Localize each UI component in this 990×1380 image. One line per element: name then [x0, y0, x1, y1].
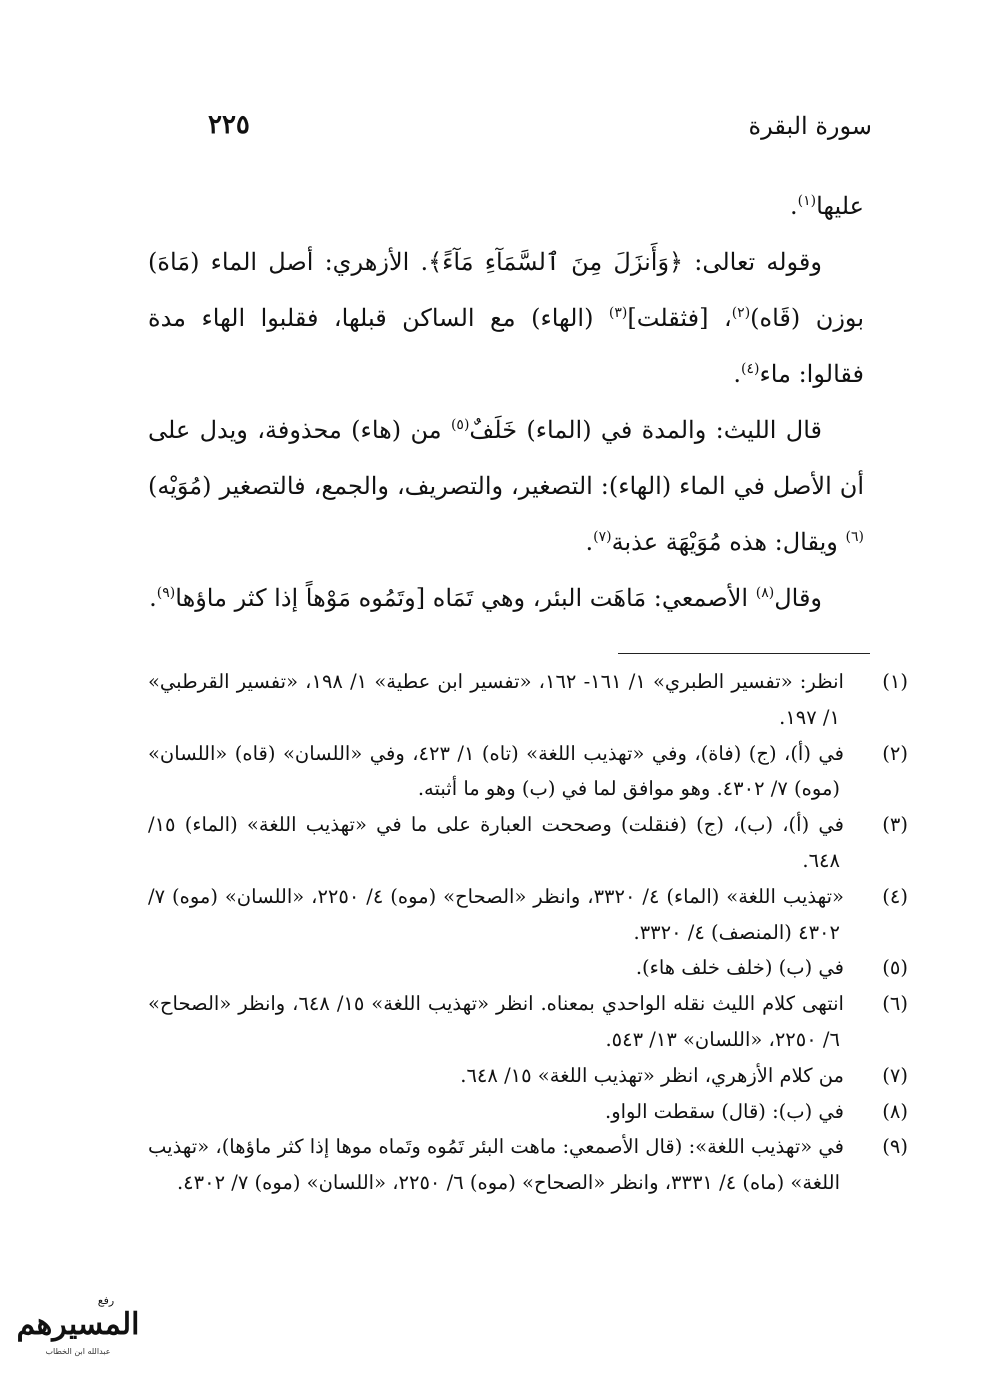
- footnote-text: انتهى كلام الليث نقله الواحدي بمعناه. انظر «تهذيب اللغة» ١٥/ ٦٤٨، وانظر «الصحاح» ٦/ ٢٢٥٠، «اللسان» ١٣/ ٥٤٣.: [148, 992, 844, 1051]
- footnote-text: في (ب): (قال) سقطت الواو.: [605, 1099, 844, 1123]
- footnote-number: (٧): [882, 1063, 908, 1087]
- footnote-ref: (٦): [845, 529, 864, 545]
- footnote-number: (٨): [882, 1099, 908, 1123]
- footnote-text: انظر: «تفسير الطبري» ١/ ١٦١- ١٦٢، «تفسير ابن عطية» ١/ ١٩٨، «تفسير القرطبي» ١/ ١٩٧.: [148, 670, 844, 729]
- footnote-number: (٦): [882, 992, 908, 1016]
- main-text: [148, 178, 864, 626]
- footnote-ref: (٨): [755, 585, 775, 601]
- footnote-text: من كلام الأزهري، انظر «تهذيب اللغة» ١٥/ ٦٤٨.: [460, 1063, 844, 1087]
- footnote-ref: (٣): [608, 305, 628, 321]
- text-run: (الهاء) مع الساكن قبلها، فقلبوا الهاء مدة فقالوا: ماء: [148, 304, 864, 388]
- footnote: [148, 1094, 908, 1130]
- text-run: من (هاء) محذوفة، ويدل على أن الأصل في الماء (الهاء): التصغير، والتصريف، والجمع، فالتصغير (مُوَيْه): [148, 416, 864, 500]
- text-run: الأصمعي: مَاهَت البئر، وهي تَمَاه [وتَمُوه مَوْهاً إذا كثر ماؤها: [175, 584, 756, 612]
- footnotes: [148, 664, 908, 1201]
- calligraphy-logo: [14, 1290, 142, 1362]
- footnote: [148, 807, 908, 879]
- footnote: [148, 879, 908, 951]
- page-number: ٢٢٥: [208, 110, 250, 140]
- text-run: ، [فثقلت]: [627, 304, 732, 332]
- footnote-ref: (٢): [731, 305, 751, 321]
- surah-title: سورة البقرة: [748, 112, 872, 140]
- footnote-number: (١): [882, 670, 908, 693]
- footnote-number: (٤): [882, 884, 908, 908]
- footnote: [148, 1129, 908, 1201]
- footnote-text: في (ب) (خلف خلف هاء).: [635, 956, 844, 980]
- footnote-number: (٩): [882, 1135, 908, 1159]
- footnote-ref: (٤): [741, 361, 760, 377]
- text-run: ويقال: هذه مُوَيْهَة عذبة: [611, 528, 846, 556]
- footnote-ref: (٩): [156, 585, 176, 601]
- footnote: [148, 1058, 908, 1094]
- footnote-text: في (أ)، (ج) (فاة)، وفي «تهذيب اللغة» (تاه) ١/ ٤٢٣، وفي «اللسان» (قاه) «اللسان» (موه) ٧/ ٤٣٠٢. وهو موافق لما في (ب) وهو ما أثبته.: [148, 741, 844, 801]
- footnote: [148, 664, 908, 736]
- text-run: وقال: [774, 584, 822, 612]
- footnote: [148, 736, 908, 808]
- paragraph-3: قال الليث: والمدة في (الماء) خَلَفٌ$^{(٥)}$ من (هاء) محذوفة، ويدل على أن الأصل في الماء (الهاء): التصغير، والتصريف، والجمع، فالتصغير (مُوَيْه)$^{(٦)}$ ويقال: هذه مُوَيْهَة عذبة$^{(٧)}$.: [148, 416, 864, 556]
- text-run: عليها: [816, 192, 864, 220]
- footnote-ref: (١): [797, 193, 817, 209]
- logo-top: رفع: [97, 1294, 115, 1307]
- text-run: وقوله تعالى: ﴿وَأَنزَلَ مِنَ ٱلسَّمَآءِ مَآءً﴾. الأزهري: أصل الماء (مَاهَ) بوزن (قَاه): [148, 248, 864, 332]
- text-run: قال الليث: والمدة في (الماء) خَلَفٌ: [469, 416, 822, 444]
- footnote: [148, 986, 908, 1058]
- footnote-text: «تهذيب اللغة» (الماء) ٤/ ٣٣٢٠، وانظر «الصحاح» (موه) ٤/ ٢٢٥٠، «اللسان» (موه) ٧/ ٤٣٠٢ (المنصف) ٤/ ٣٣٢٠.: [148, 884, 844, 944]
- footnote-text: في «تهذيب اللغة»: (قال الأصمعي: ماهت البئر تَمُوه وتَماه موها إذا كثر ماؤها)، «تهذيب اللغة» (ماه) ٤/ ٣٣٣١، وانظر «الصحاح» (موه) ٦/ ٢٢٥٠، «اللسان» (موه) ٧/ ٤٣٠٢.: [148, 1135, 844, 1195]
- footnote-ref: (٥): [450, 417, 470, 433]
- footnote: [148, 950, 908, 986]
- paragraph-2: وقوله تعالى: ﴿وَأَنزَلَ مِنَ ٱلسَّمَآءِ مَآءً﴾. الأزهري: أصل الماء (مَاهَ) بوزن (قَاه)$^{(٢)}$، [فثقلت]$^{(٣)}$ (الهاء) مع الساكن قبلها، فقلبوا الهاء مدة فقالوا: ماء$^{(٤)}$.: [148, 248, 864, 388]
- footnote-number: (٣): [882, 813, 908, 837]
- footnote-number: (٥): [882, 956, 908, 980]
- footnote-text: في (أ)، (ب)، (ج) (فنقلت) وصححت العبارة على ما في «تهذيب اللغة» (الماء) ١٥/ ٦٤٨.: [148, 813, 844, 872]
- footnote-number: (٢): [882, 741, 908, 765]
- footnote-ref: (٧): [593, 529, 612, 545]
- footnote-divider: [618, 653, 870, 654]
- logo-main: المسيرهم: [16, 1307, 140, 1342]
- logo-sub: عبدالله ابن الخطاب: [45, 1347, 111, 1356]
- paragraph-1: عليها$^{(١)}$.: [790, 192, 864, 220]
- paragraph-4: وقال$^{(٨)}$ الأصمعي: مَاهَت البئر، وهي تَمَاه [وتَمُوه مَوْهاً إذا كثر ماؤها$^{(٩)}$.: [149, 584, 822, 612]
